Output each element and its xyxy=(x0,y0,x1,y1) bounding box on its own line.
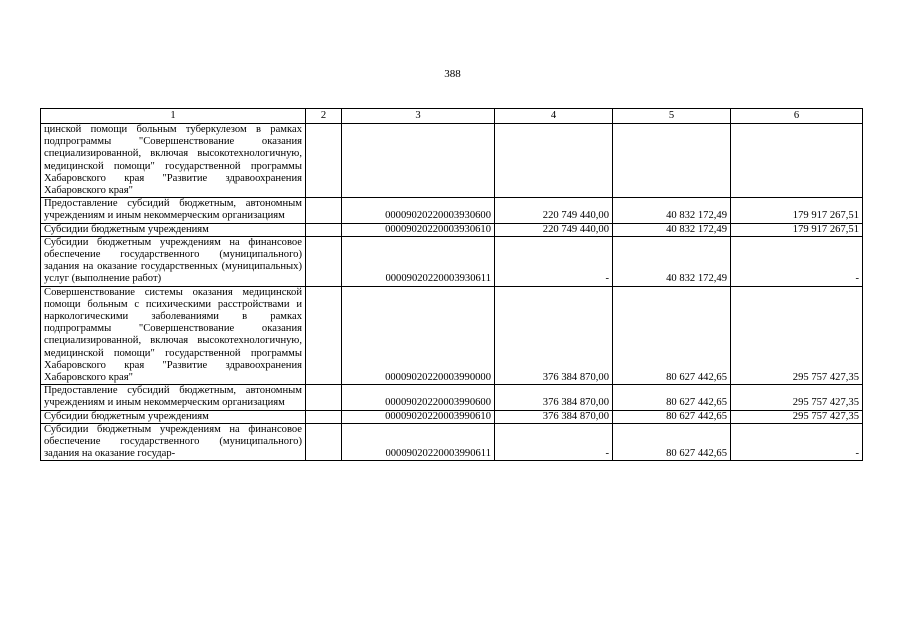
row-executed: 40 832 172,49 xyxy=(613,236,731,286)
row-name: Субсидии бюджетным учреждениям xyxy=(41,410,306,423)
column-header: 2 xyxy=(306,109,342,124)
row-executed: 80 627 442,65 xyxy=(613,286,731,385)
row-code: 00009020220003930600 xyxy=(342,198,495,223)
row-approved xyxy=(495,124,613,198)
budget-table xyxy=(40,108,863,461)
row-remaining: - xyxy=(731,236,863,286)
row-name: Совершенствование системы оказания медицинской помощи больным с психическими расстройствами и наркологическими заболеваниями в рамках подпрограммы "Совершенствование оказания специализированной, включая высокотехнологичную, медицинской помощи" государственной программы Хабаровского края "Развитие здравоохранения Хабаровского края" xyxy=(41,286,306,385)
row-executed: 80 627 442,65 xyxy=(613,423,731,461)
table-row xyxy=(41,286,863,385)
column-header: 5 xyxy=(613,109,731,124)
table-header-row xyxy=(41,109,863,124)
table-row xyxy=(41,124,863,198)
row-approved: 376 384 870,00 xyxy=(495,286,613,385)
row-executed xyxy=(613,124,731,198)
row-code: 00009020220003990611 xyxy=(342,423,495,461)
row-col2 xyxy=(306,423,342,461)
row-col2 xyxy=(306,223,342,236)
row-approved: - xyxy=(495,236,613,286)
row-executed: 40 832 172,49 xyxy=(613,223,731,236)
row-code: 00009020220003930611 xyxy=(342,236,495,286)
row-name: Субсидии бюджетным учреждениям на финансовое обеспечение государственного (муниципального) задания на оказание государ- xyxy=(41,423,306,461)
row-code: 00009020220003990600 xyxy=(342,385,495,410)
page-number: 388 xyxy=(444,68,461,80)
row-remaining: - xyxy=(731,423,863,461)
row-code: 00009020220003990000 xyxy=(342,286,495,385)
row-remaining xyxy=(731,124,863,198)
row-executed: 80 627 442,65 xyxy=(613,410,731,423)
row-col2 xyxy=(306,124,342,198)
row-approved: 220 749 440,00 xyxy=(495,223,613,236)
column-header: 4 xyxy=(495,109,613,124)
table-row xyxy=(41,223,863,236)
row-approved: 220 749 440,00 xyxy=(495,198,613,223)
row-code xyxy=(342,124,495,198)
row-col2 xyxy=(306,286,342,385)
row-remaining: 295 757 427,35 xyxy=(731,385,863,410)
row-col2 xyxy=(306,410,342,423)
row-name: Предоставление субсидий бюджетным, автономным учреждениям и иным некоммерческим организациям xyxy=(41,385,306,410)
table-row xyxy=(41,410,863,423)
row-col2 xyxy=(306,385,342,410)
row-col2 xyxy=(306,198,342,223)
row-remaining: 179 917 267,51 xyxy=(731,198,863,223)
row-code: 00009020220003930610 xyxy=(342,223,495,236)
row-name: цинской помощи больным туберкулезом в рамках подпрограммы "Совершенствование оказания специализированной, включая высокотехнологичную, медицинской помощи" государственной программы Хабаровского края "Развитие здравоохранения Хабаровского края" xyxy=(41,124,306,198)
row-approved: - xyxy=(495,423,613,461)
table-row xyxy=(41,385,863,410)
table-row xyxy=(41,198,863,223)
row-name: Предоставление субсидий бюджетным, автономным учреждениям и иным некоммерческим организациям xyxy=(41,198,306,223)
table-row xyxy=(41,423,863,461)
row-executed: 80 627 442,65 xyxy=(613,385,731,410)
row-remaining: 179 917 267,51 xyxy=(731,223,863,236)
table-row xyxy=(41,236,863,286)
column-header: 3 xyxy=(342,109,495,124)
row-name: Субсидии бюджетным учреждениям на финансовое обеспечение государственного (муниципального) задания на оказание государственных (муниципальных) услуг (выполнение работ) xyxy=(41,236,306,286)
row-col2 xyxy=(306,236,342,286)
column-header: 6 xyxy=(731,109,863,124)
row-approved: 376 384 870,00 xyxy=(495,385,613,410)
row-remaining: 295 757 427,35 xyxy=(731,286,863,385)
column-header: 1 xyxy=(41,109,306,124)
row-code: 00009020220003990610 xyxy=(342,410,495,423)
row-executed: 40 832 172,49 xyxy=(613,198,731,223)
row-remaining: 295 757 427,35 xyxy=(731,410,863,423)
row-approved: 376 384 870,00 xyxy=(495,410,613,423)
row-name: Субсидии бюджетным учреждениям xyxy=(41,223,306,236)
